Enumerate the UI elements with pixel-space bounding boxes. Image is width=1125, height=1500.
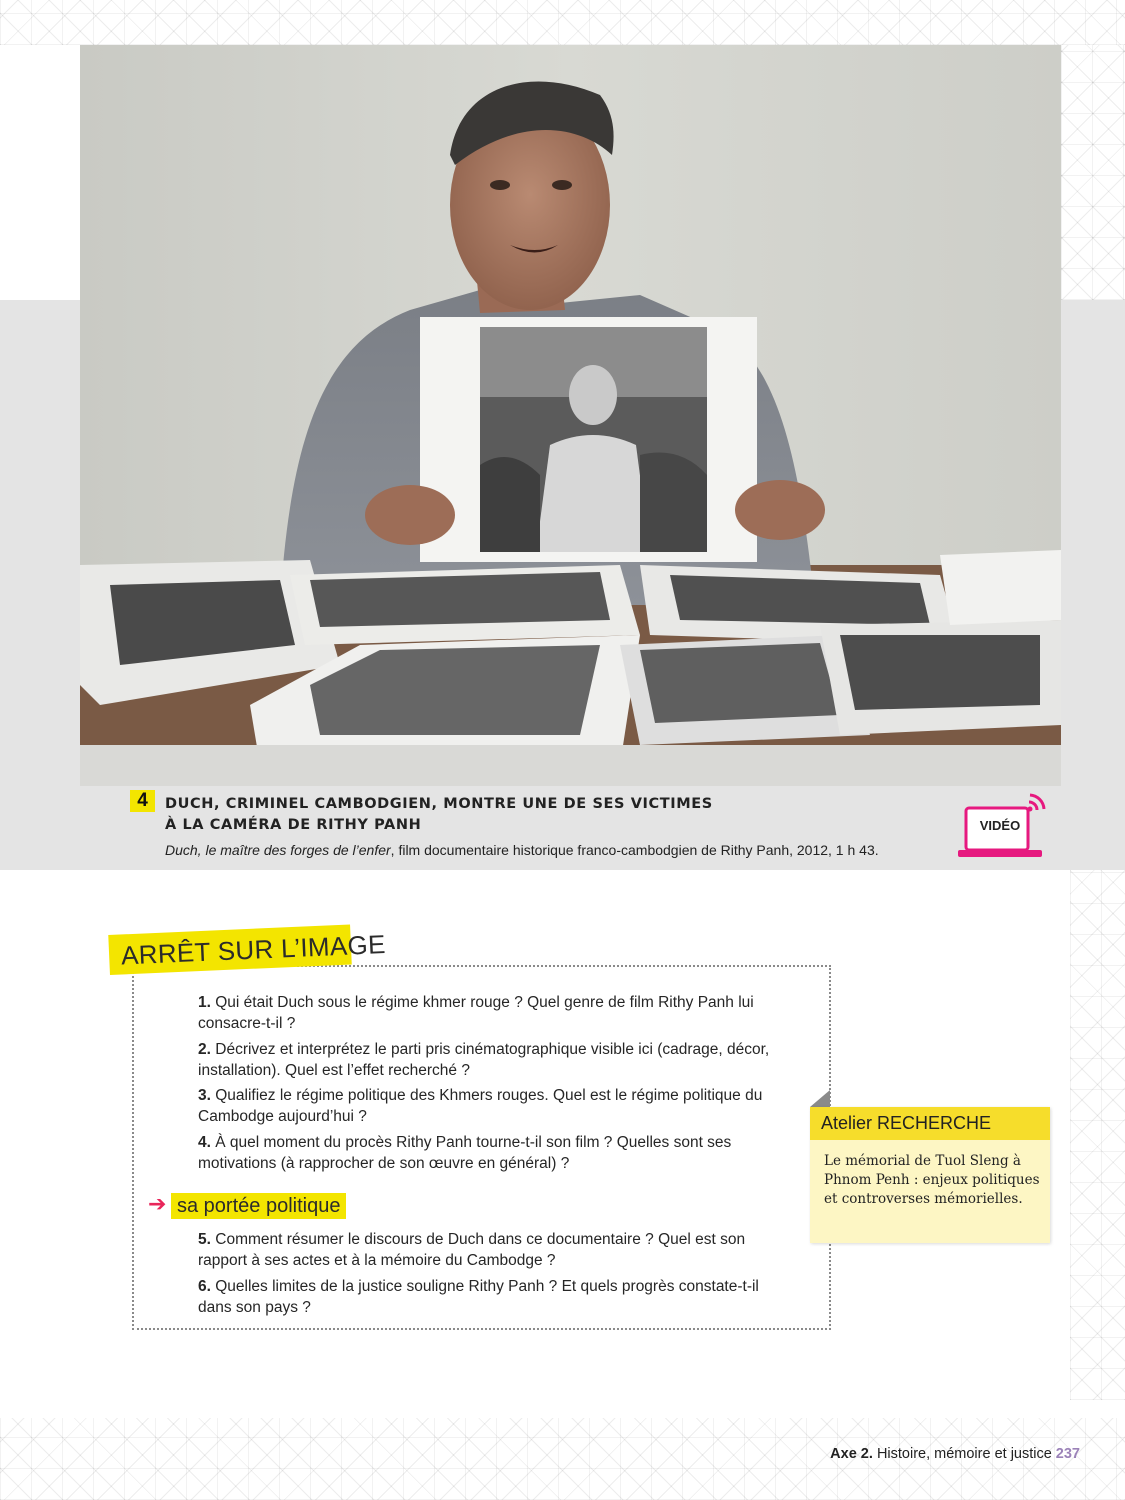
question-number: 6. <box>198 1278 211 1295</box>
question-number: 1. <box>198 994 211 1011</box>
question-text: Qualifiez le régime politique des Khmers rouges. Quel est le régime politique du Cambodge aujourd’hui ? <box>198 1087 763 1125</box>
film-title: Duch, le maître des forges de l’enfer <box>165 842 391 858</box>
arret-sur-image-title: ARRÊT SUR L’IMAGE <box>120 928 387 971</box>
question-number: 4. <box>198 1134 211 1151</box>
documentary-still-photo <box>80 45 1061 786</box>
question-number: 5. <box>198 1231 211 1248</box>
question-item <box>198 1276 788 1318</box>
page-footer <box>740 1446 1080 1462</box>
question-item <box>198 1039 788 1081</box>
document-source <box>165 841 945 859</box>
atelier-corner-fold <box>810 1090 830 1107</box>
question-item <box>198 992 788 1034</box>
question-text: À quel moment du procès Rithy Panh tourne-t-il son film ? Quelles sont ses motivations (à rapprocher de son œuvre en général) ? <box>198 1134 732 1172</box>
document-number-badge: 4 <box>130 790 155 812</box>
video-label[interactable]: VIDÉO <box>979 818 1021 833</box>
arrow-right-icon: ➔ <box>148 1192 167 1217</box>
question-text: Qui était Duch sous le régime khmer rouge ? Quel genre de film Rithy Panh lui consacre-t-il ? <box>198 994 754 1032</box>
question-text: Décrivez et interprétez le parti pris cinématographique visible ici (cadrage, décor, installation). Quel est l’effet recherché ? <box>198 1041 770 1079</box>
caption-title-line-1: DUCH, CRIMINEL CAMBODGIEN, MONTRE UNE DE SES VICTIMES <box>165 796 713 812</box>
photo-illustration <box>80 45 1061 786</box>
caption-title-line-2: À LA CAMÉRA DE RITHY PANH <box>165 817 422 833</box>
atelier-title: Atelier RECHERCHE <box>810 1107 1050 1140</box>
footer-axe: Axe 2. <box>830 1446 873 1462</box>
background-pattern-right-lower <box>1070 870 1125 1400</box>
atelier-body: Le mémorial de Tuol Sleng à Phnom Penh : enjeux politiques et controverses mémorielles. <box>824 1153 1040 1207</box>
page-number: 237 <box>1055 1446 1080 1462</box>
atelier-recherche-card <box>810 1107 1050 1243</box>
document-caption-title <box>165 794 785 836</box>
question-number: 2. <box>198 1041 211 1058</box>
background-pattern-top <box>0 0 1125 45</box>
question-text: Comment résumer le discours de Duch dans ce documentaire ? Quel est son rapport à ses actes et à la mémoire du Cambodge ? <box>198 1231 746 1269</box>
film-details: , film documentaire historique franco-cambodgien de Rithy Panh, 2012, 1 h 43. <box>390 842 879 858</box>
question-number: 3. <box>198 1087 211 1104</box>
question-item <box>198 1085 788 1127</box>
question-item <box>198 1229 788 1271</box>
subheading-portee-politique: sa portée politique <box>171 1193 346 1219</box>
background-pattern-right <box>1061 45 1125 300</box>
footer-title: Histoire, mémoire et justice <box>876 1446 1052 1462</box>
question-item <box>198 1132 788 1174</box>
question-text: Quelles limites de la justice souligne Rithy Panh ? Et quels progrès constate-t-il dans son pays ? <box>198 1278 759 1316</box>
